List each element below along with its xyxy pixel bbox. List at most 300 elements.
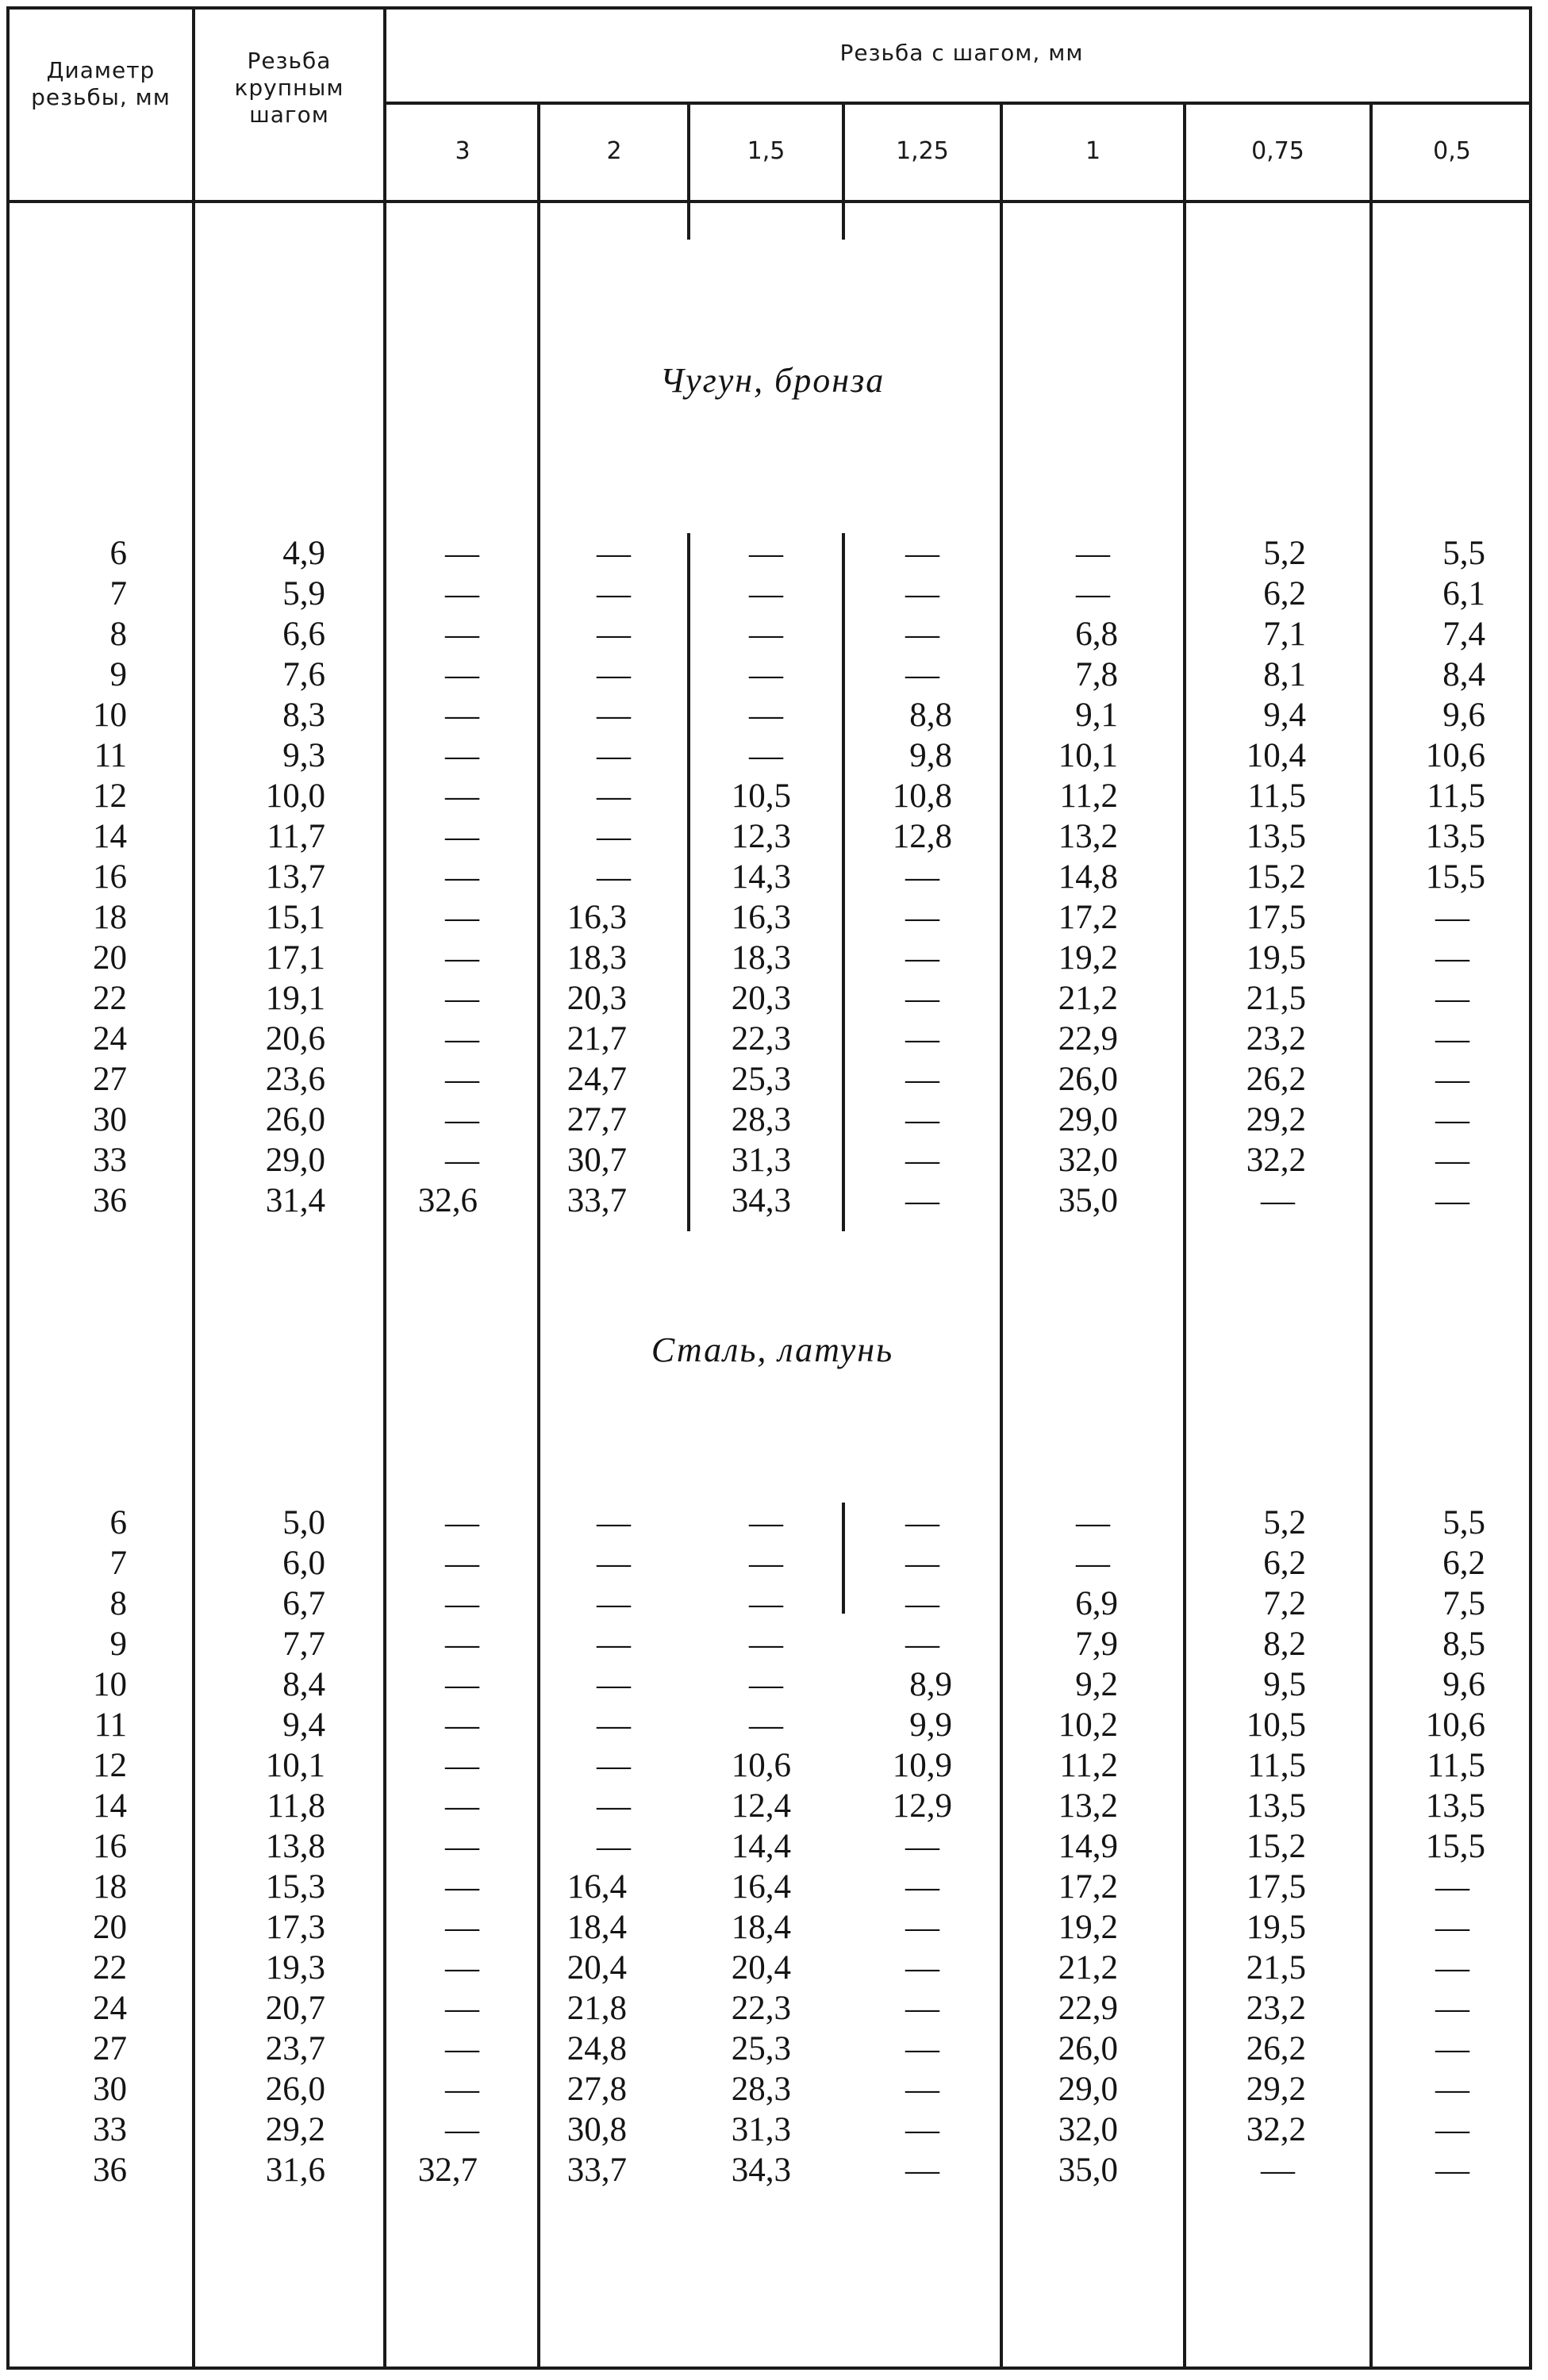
pitch-3-cell: —: [445, 1061, 479, 1098]
pitch-1-cell: 6,9: [1075, 1585, 1118, 1622]
pitch-1-cell: —: [1076, 535, 1110, 572]
pitch-3-cell: —: [445, 2030, 479, 2067]
pitch-3-cell: —: [445, 697, 479, 734]
pitch-0-5-cell: 9,6: [1442, 1666, 1485, 1703]
coarse-pitch-cell: 5,9: [282, 575, 325, 612]
pitch-3-header: 3: [455, 137, 471, 165]
pitch-2-cell: 24,8: [567, 2030, 627, 2067]
pitch-3-cell: —: [445, 1626, 479, 1663]
pitch-0-5-cell: —: [1435, 2152, 1469, 2189]
coarse-pitch-cell: 4,9: [282, 535, 325, 572]
diameter-cell: 27: [93, 2030, 127, 2067]
diameter-cell: 22: [93, 1949, 127, 1987]
coarse-pitch-cell: 9,4: [282, 1706, 325, 1744]
pitch-2-cell: 21,8: [567, 1990, 627, 2027]
section-title-cast-iron: Чугун, бронза: [659, 361, 885, 400]
pitch-3-cell: —: [445, 1868, 479, 1906]
pitch-3-cell: —: [445, 1990, 479, 2027]
pitch-1-cell: 29,0: [1058, 2071, 1118, 2108]
pitch-1-25-cell: —: [905, 1585, 939, 1622]
coarse-pitch-cell: 10,1: [265, 1747, 325, 1784]
pitch-0-5-cell: —: [1435, 899, 1469, 936]
pitch-3-cell: —: [445, 1706, 479, 1744]
pitch-3-cell: —: [445, 575, 479, 612]
diameter-cell: 30: [93, 1101, 127, 1138]
pitch-1-25-cell: 9,8: [909, 737, 952, 774]
pitch-1-cell: 32,0: [1058, 1142, 1118, 1179]
pitch-0-75-cell: 5,2: [1263, 535, 1306, 572]
diameter-cell: 18: [93, 1868, 127, 1906]
pitch-3-cell: —: [445, 980, 479, 1017]
pitch-0-5-cell: —: [1435, 939, 1469, 977]
coarse-pitch-cell: 6,0: [282, 1545, 325, 1582]
coarse-pitch-cell: 15,3: [265, 1868, 325, 1906]
coarse-pitch-cell: 6,6: [282, 616, 325, 653]
pitch-0-5-header: 0,5: [1433, 137, 1471, 165]
diameter-cell: 14: [93, 1787, 127, 1825]
pitch-1-5-cell: —: [749, 1666, 783, 1703]
pitch-2-cell: —: [597, 777, 631, 815]
pitch-1-25-cell: —: [905, 1909, 939, 1946]
pitch-0-5-cell: 6,2: [1442, 1545, 1485, 1582]
pitch-0-5-cell: —: [1435, 2071, 1469, 2108]
pitch-3-cell: —: [445, 2111, 479, 2148]
rule-under-header: [10, 200, 1532, 203]
pitch-2-cell: —: [597, 737, 631, 774]
pitch-1-cell: 13,2: [1058, 818, 1118, 855]
pitch-2-cell: —: [597, 1828, 631, 1865]
pitch-0-5-cell: —: [1435, 1101, 1469, 1138]
pitch-2-cell: 20,3: [567, 980, 627, 1017]
coarse-pitch-cell: 11,8: [267, 1787, 325, 1825]
pitch-1-5-cell: —: [749, 575, 783, 612]
coarse-pitch-cell: 5,0: [282, 1504, 325, 1541]
pitch-1-25-cell: —: [905, 980, 939, 1017]
pitch-1-5-cell: 20,3: [731, 980, 791, 1017]
pitch-1-25-cell: —: [905, 1101, 939, 1138]
pitch-1-25-cell: —: [905, 1868, 939, 1906]
pitch-0-5-cell: 11,5: [1427, 777, 1485, 815]
coarse-pitch-cell: 17,3: [265, 1909, 325, 1946]
pitch-2-cell: 18,4: [567, 1909, 627, 1946]
rule-after-pitch-1-5: [842, 105, 845, 240]
pitch-1-cell: 26,0: [1058, 2030, 1118, 2067]
diameter-cell: 7: [109, 575, 127, 612]
pitch-2-cell: —: [597, 1666, 631, 1703]
diameter-cell: 6: [109, 1504, 127, 1541]
pitch-3-cell: 32,7: [417, 2152, 478, 2189]
coarse-pitch-cell: 23,7: [265, 2030, 325, 2067]
pitch-0-75-cell: 21,5: [1246, 1949, 1306, 1987]
pitch-0-5-cell: 13,5: [1425, 1787, 1485, 1825]
diameter-cell: 33: [93, 2111, 127, 2148]
pitch-3-cell: —: [445, 1787, 479, 1825]
coarse-pitch-cell: 13,8: [265, 1828, 325, 1865]
pitch-2-cell: —: [597, 1626, 631, 1663]
pitch-3-cell: —: [445, 899, 479, 936]
pitch-1-25-cell: —: [905, 1949, 939, 1987]
pitch-1-cell: 9,2: [1075, 1666, 1118, 1703]
pitch-3-cell: —: [445, 656, 479, 693]
pitch-1-cell: 22,9: [1058, 1990, 1118, 2027]
pitch-1-5-cell: 12,3: [731, 818, 791, 855]
pitch-2-cell: 30,8: [567, 2111, 627, 2148]
pitch-1-25-header: 1,25: [896, 137, 949, 165]
pitch-1-cell: —: [1076, 1545, 1110, 1582]
pitch-0-75-cell: 11,5: [1247, 777, 1306, 815]
pitch-1-5-cell: 12,4: [731, 1787, 791, 1825]
pitch-1-25-cell: 10,9: [892, 1747, 952, 1784]
diameter-cell: 9: [109, 1626, 127, 1663]
pitch-2-cell: —: [597, 1545, 631, 1582]
pitch-3-cell: —: [445, 616, 479, 653]
pitch-1-cell: 17,2: [1058, 899, 1118, 936]
pitch-0-5-cell: —: [1435, 2030, 1469, 2067]
pitch-1-25-cell: —: [905, 2111, 939, 2148]
pitch-0-5-cell: 6,1: [1442, 575, 1485, 612]
pitch-1-cell: 7,8: [1075, 656, 1118, 693]
pitch-0-5-cell: 10,6: [1425, 1706, 1485, 1744]
pitch-0-5-cell: 7,4: [1442, 616, 1485, 653]
pitch-1-cell: 7,9: [1075, 1626, 1118, 1663]
pitch-1-25-cell: —: [905, 1061, 939, 1098]
pitch-0-5-cell: —: [1435, 1020, 1469, 1058]
pitch-0-5-cell: —: [1435, 1909, 1469, 1946]
diameter-cell: 20: [93, 939, 127, 977]
coarse-pitch-cell: 19,1: [265, 980, 325, 1017]
pitch-0-75-cell: 9,4: [1263, 697, 1306, 734]
pitch-2-cell: 27,8: [567, 2071, 627, 2108]
pitch-1-5-cell: 10,5: [731, 777, 791, 815]
pitch-0-5-cell: 5,5: [1442, 1504, 1485, 1541]
pitch-3-cell: —: [445, 777, 479, 815]
pitch-1-25-cell: —: [905, 858, 939, 896]
pitch-1-5-cell: 10,6: [731, 1747, 791, 1784]
pitch-1-25-cell: 8,9: [909, 1666, 952, 1703]
pitch-1-5-cell: —: [749, 1504, 783, 1541]
pitch-1-cell: 13,2: [1058, 1787, 1118, 1825]
pitch-1-5-cell: 28,3: [731, 1101, 791, 1138]
pitch-3-cell: —: [445, 1504, 479, 1541]
pitch-0-5-cell: —: [1435, 2111, 1469, 2148]
pitch-0-75-cell: 8,2: [1263, 1626, 1306, 1663]
pitch-0-5-cell: 13,5: [1425, 818, 1485, 855]
pitch-1-cell: 14,9: [1058, 1828, 1118, 1865]
pitch-0-5-cell: —: [1435, 1868, 1469, 1906]
pitch-1-cell: 9,1: [1075, 697, 1118, 734]
pitch-0-75-header: 0,75: [1251, 137, 1304, 165]
pitch-3-cell: —: [445, 939, 479, 977]
pitch-0-75-cell: 32,2: [1246, 2111, 1306, 2148]
diameter-cell: 10: [93, 697, 127, 734]
pitch-3-cell: —: [445, 1828, 479, 1865]
pitch-3-cell: —: [445, 1585, 479, 1622]
pitch-1-25-cell: 8,8: [909, 697, 952, 734]
coarse-pitch-cell: 7,6: [282, 656, 325, 693]
coarse-pitch-cell: 26,0: [265, 2071, 325, 2108]
pitch-2-cell: 18,3: [567, 939, 627, 977]
pitch-1-cell: —: [1076, 1504, 1110, 1541]
coarse-pitch-cell: 20,6: [265, 1020, 325, 1058]
diameter-cell: 12: [93, 1747, 127, 1784]
pitch-1-25-cell: —: [905, 899, 939, 936]
diameter-cell: 20: [93, 1909, 127, 1946]
pitch-1-cell: 21,2: [1058, 1949, 1118, 1987]
diameter-cell: 24: [93, 1020, 127, 1058]
diameter-cell: 8: [109, 1585, 127, 1622]
pitch-1-25-cell: —: [905, 1182, 939, 1219]
pitch-1-5-cell: 14,4: [731, 1828, 791, 1865]
diameter-cell: 7: [109, 1545, 127, 1582]
diameter-cell: 14: [93, 818, 127, 855]
pitch-1-cell: 10,1: [1058, 737, 1118, 774]
pitch-0-75-cell: 7,1: [1263, 616, 1306, 653]
pitch-0-5-cell: 15,5: [1425, 1828, 1485, 1865]
pitch-1-5-cell: 25,3: [731, 1061, 791, 1098]
pitch-1-5-cell: 16,4: [731, 1868, 791, 1906]
pitch-1-5-cell: 18,4: [731, 1909, 791, 1946]
pitch-3-cell: —: [445, 1949, 479, 1987]
pitch-0-5-cell: —: [1435, 980, 1469, 1017]
diameter-cell: 36: [93, 1182, 127, 1219]
pitch-0-75-cell: 13,5: [1246, 1787, 1306, 1825]
pitch-0-75-cell: 17,5: [1246, 899, 1306, 936]
pitch-1-25-cell: —: [905, 1990, 939, 2027]
pitch-1-25-cell: —: [905, 1545, 939, 1582]
pitch-0-5-cell: 9,6: [1442, 697, 1485, 734]
pitch-0-75-cell: 23,2: [1246, 1020, 1306, 1058]
pitch-1-5-cell: —: [749, 1706, 783, 1744]
pitch-1-cell: 21,2: [1058, 980, 1118, 1017]
coarse-pitch-cell: 29,0: [265, 1142, 325, 1179]
pitch-1-25-cell: —: [905, 1142, 939, 1179]
pitch-0-5-cell: —: [1435, 1182, 1469, 1219]
pitch-1-25-cell: —: [905, 616, 939, 653]
pitch-2-cell: 33,7: [567, 2152, 627, 2189]
diameter-cell: 18: [93, 899, 127, 936]
diameter-cell: 24: [93, 1990, 127, 2027]
pitch-1-25-cell: —: [905, 939, 939, 977]
pitch-0-5-cell: —: [1435, 1142, 1469, 1179]
diameter-cell: 33: [93, 1142, 127, 1179]
pitch-1-cell: 11,2: [1059, 777, 1118, 815]
pitch-1-25-cell: —: [905, 2030, 939, 2067]
coarse-pitch-cell: 8,4: [282, 1666, 325, 1703]
coarse-pitch-cell: 19,3: [265, 1949, 325, 1987]
pitch-1-25-cell: —: [905, 1020, 939, 1058]
pitch-3-cell: —: [445, 1545, 479, 1582]
pitch-3-cell: —: [445, 818, 479, 855]
pitch-0-75-cell: 32,2: [1246, 1142, 1306, 1179]
pitch-1-5-cell: 20,4: [731, 1949, 791, 1987]
coarse-pitch-cell: 17,1: [265, 939, 325, 977]
pitch-2-cell: 30,7: [567, 1142, 627, 1179]
pitch-1-25-cell: —: [905, 2152, 939, 2189]
pitch-0-75-cell: 17,5: [1246, 1868, 1306, 1906]
diameter-cell: 11: [94, 1706, 127, 1744]
coarse-pitch-cell: 7,7: [282, 1626, 325, 1663]
pitch-1-25-cell: 12,9: [892, 1787, 952, 1825]
pitch-1-25-cell: 9,9: [909, 1706, 952, 1744]
pitch-0-75-cell: 13,5: [1246, 818, 1306, 855]
pitch-3-cell: —: [445, 1909, 479, 1946]
pitch-2-cell: 21,7: [567, 1020, 627, 1058]
pitch-0-75-cell: 7,2: [1263, 1585, 1306, 1622]
pitch-0-5-cell: —: [1435, 1949, 1469, 1987]
coarse-pitch-cell: 9,3: [282, 737, 325, 774]
pitch-3-cell: —: [445, 2071, 479, 2108]
pitch-3-cell: —: [445, 1142, 479, 1179]
pitch-1-cell: 14,8: [1058, 858, 1118, 896]
coarse-pitch-cell: 29,2: [265, 2111, 325, 2148]
pitch-1-5-cell: 28,3: [731, 2071, 791, 2108]
pitch-1-cell: 35,0: [1058, 1182, 1118, 1219]
pitch-0-75-cell: 19,5: [1246, 939, 1306, 977]
diameter-cell: 16: [93, 858, 127, 896]
pitch-0-5-cell: 8,4: [1442, 656, 1485, 693]
pitch-1-cell: 35,0: [1058, 2152, 1118, 2189]
pitch-2-cell: 16,4: [567, 1868, 627, 1906]
diameter-cell: 27: [93, 1061, 127, 1098]
coarse-pitch-cell: 31,4: [265, 1182, 325, 1219]
pitch-0-5-cell: —: [1435, 1990, 1469, 2027]
pitch-0-5-cell: 11,5: [1427, 1747, 1485, 1784]
fine-pitch-header: Резьба с шагом, мм: [839, 40, 1084, 66]
pitch-1-cell: 19,2: [1058, 939, 1118, 977]
coarse-pitch-cell: 20,7: [265, 1990, 325, 2027]
pitch-0-75-cell: 10,5: [1246, 1706, 1306, 1744]
pitch-1-5-cell: —: [749, 616, 783, 653]
pitch-1-cell: —: [1076, 575, 1110, 612]
pitch-2-cell: 16,3: [567, 899, 627, 936]
pitch-1-header: 1: [1085, 137, 1101, 165]
pitch-2-cell: 24,7: [567, 1061, 627, 1098]
pitch-0-75-cell: 21,5: [1246, 980, 1306, 1017]
diameter-cell: 10: [93, 1666, 127, 1703]
rule-after-pitch-2: [687, 105, 690, 240]
diameter-cell: 36: [93, 2152, 127, 2189]
pitch-3-cell: —: [445, 535, 479, 572]
pitch-2-cell: 33,7: [567, 1182, 627, 1219]
pitch-3-cell: —: [445, 858, 479, 896]
pitch-1-cell: 10,2: [1058, 1706, 1118, 1744]
pitch-3-cell: 32,6: [417, 1182, 478, 1219]
pitch-0-5-cell: 5,5: [1442, 535, 1485, 572]
diameter-cell: 9: [109, 656, 127, 693]
pitch-0-5-cell: —: [1435, 1061, 1469, 1098]
pitch-0-5-cell: 15,5: [1425, 858, 1485, 896]
pitch-2-cell: —: [597, 858, 631, 896]
section-title-steel: Сталь, латунь: [651, 1330, 894, 1369]
pitch-0-75-cell: 15,2: [1246, 858, 1306, 896]
pitch-0-75-cell: —: [1261, 2152, 1295, 2189]
pitch-2-cell: —: [597, 818, 631, 855]
coarse-pitch-cell: 31,6: [265, 2152, 325, 2189]
pitch-3-cell: —: [445, 1747, 479, 1784]
pitch-0-75-cell: 9,5: [1263, 1666, 1306, 1703]
pitch-1-5-header: 1,5: [747, 137, 786, 165]
pitch-1-25-cell: —: [905, 575, 939, 612]
pitch-0-5-cell: 8,5: [1442, 1626, 1485, 1663]
coarse-pitch-cell: 26,0: [265, 1101, 325, 1138]
coarse-pitch-cell: 8,3: [282, 697, 325, 734]
pitch-3-cell: —: [445, 737, 479, 774]
pitch-1-5-cell: —: [749, 1626, 783, 1663]
pitch-2-header: 2: [606, 137, 622, 165]
pitch-0-75-cell: 19,5: [1246, 1909, 1306, 1946]
pitch-2-cell: —: [597, 1706, 631, 1744]
pitch-1-cell: 6,8: [1075, 616, 1118, 653]
pitch-1-5-cell: 34,3: [731, 2152, 791, 2189]
pitch-1-5-cell: —: [749, 697, 783, 734]
diameter-cell: 16: [93, 1828, 127, 1865]
pitch-2-cell: —: [597, 616, 631, 653]
pitch-0-75-cell: 29,2: [1246, 1101, 1306, 1138]
pitch-0-75-cell: 26,2: [1246, 1061, 1306, 1098]
pitch-1-5-cell: —: [749, 656, 783, 693]
pitch-2-cell: —: [597, 697, 631, 734]
coarse-pitch-header: Резьба крупным шагом: [234, 48, 344, 128]
pitch-0-75-cell: 5,2: [1263, 1504, 1306, 1541]
pitch-1-cell: 17,2: [1058, 1868, 1118, 1906]
pitch-3-cell: —: [445, 1666, 479, 1703]
pitch-0-5-cell: 10,6: [1425, 737, 1485, 774]
pitch-0-75-cell: 11,5: [1247, 1747, 1306, 1784]
pitch-1-cell: 22,9: [1058, 1020, 1118, 1058]
pitch-0-75-cell: —: [1261, 1182, 1295, 1219]
coarse-pitch-cell: 23,6: [265, 1061, 325, 1098]
pitch-1-5-cell: 18,3: [731, 939, 791, 977]
pitch-1-5-cell: 22,3: [731, 1990, 791, 2027]
pitch-1-25-cell: —: [905, 656, 939, 693]
rule-under-fine-label: [383, 102, 1532, 105]
diameter-cell: 12: [93, 777, 127, 815]
pitch-2-cell: —: [597, 1747, 631, 1784]
pitch-1-5-cell: —: [749, 1585, 783, 1622]
coarse-pitch-cell: 13,7: [265, 858, 325, 896]
coarse-pitch-cell: 11,7: [267, 818, 325, 855]
pitch-1-5-cell: 34,3: [731, 1182, 791, 1219]
pitch-1-5-cell: 31,3: [731, 2111, 791, 2148]
diameter-cell: 6: [109, 535, 127, 572]
diameter-cell: 30: [93, 2071, 127, 2108]
pitch-1-5-cell: 14,3: [731, 858, 791, 896]
pitch-2-cell: —: [597, 1787, 631, 1825]
pitch-1-cell: 26,0: [1058, 1061, 1118, 1098]
pitch-0-75-cell: 6,2: [1263, 575, 1306, 612]
pitch-1-5-cell: —: [749, 1545, 783, 1582]
pitch-0-75-cell: 29,2: [1246, 2071, 1306, 2108]
thread-table: [6, 6, 1532, 2370]
pitch-1-25-cell: —: [905, 535, 939, 572]
pitch-0-75-cell: 23,2: [1246, 1990, 1306, 2027]
pitch-1-5-cell: 16,3: [731, 899, 791, 936]
pitch-1-5-cell: —: [749, 737, 783, 774]
pitch-1-25-cell: 10,8: [892, 777, 952, 815]
pitch-1-25-cell: —: [905, 1828, 939, 1865]
pitch-2-cell: 20,4: [567, 1949, 627, 1987]
pitch-3-cell: —: [445, 1101, 479, 1138]
pitch-0-75-cell: 26,2: [1246, 2030, 1306, 2067]
coarse-pitch-cell: 15,1: [265, 899, 325, 936]
pitch-0-75-cell: 10,4: [1246, 737, 1306, 774]
pitch-2-cell: —: [597, 656, 631, 693]
pitch-1-5-cell: 22,3: [731, 1020, 791, 1058]
coarse-pitch-cell: 6,7: [282, 1585, 325, 1622]
pitch-0-75-cell: 8,1: [1263, 656, 1306, 693]
diameter-header: Диаметр резьбы, мм: [31, 57, 171, 110]
diameter-cell: 22: [93, 980, 127, 1017]
